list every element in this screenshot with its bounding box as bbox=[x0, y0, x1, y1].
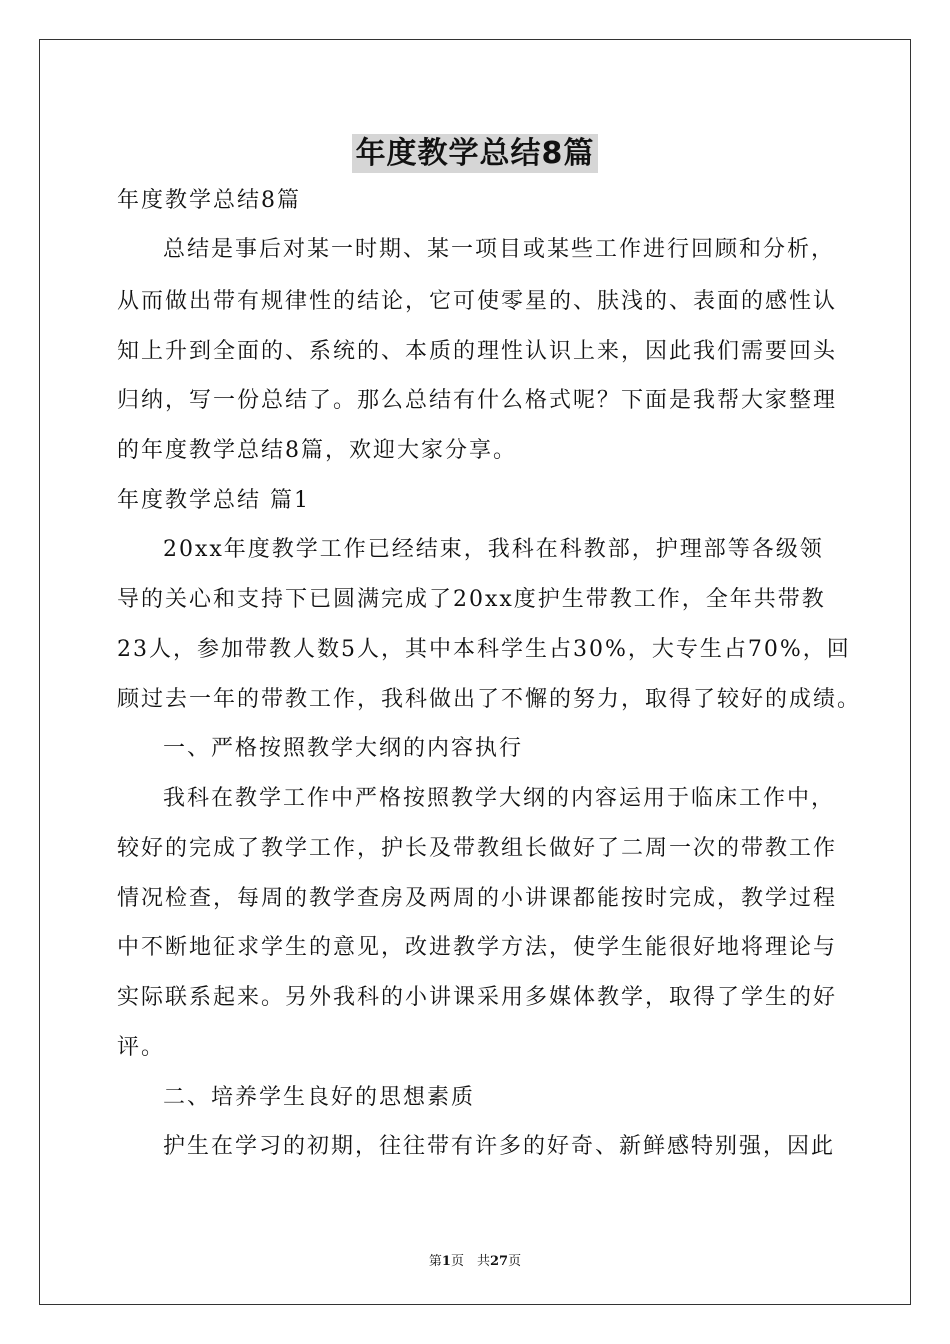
total-pages-number: 27 bbox=[489, 1254, 509, 1269]
paragraph-line: 情况检查，每周的教学查房及两周的小讲课都能按时完成，教学过程 bbox=[117, 886, 838, 911]
paragraph-line: 的年度教学总结8篇，欢迎大家分享。 bbox=[117, 438, 517, 463]
paragraph-line: 较好的完成了教学工作，护长及带教组长做好了二周一次的带教工作 bbox=[117, 836, 838, 861]
page-border bbox=[39, 39, 911, 1305]
paragraph-line: 顾过去一年的带教工作，我科做出了不懈的努力，取得了较好的成绩。 bbox=[117, 687, 862, 712]
document-title bbox=[0, 128, 950, 172]
subtitle-line: 年度教学总结8篇 bbox=[117, 188, 301, 213]
paragraph-line: 20xx年度教学工作已经结束，我科在科教部，护理部等各级领 bbox=[163, 537, 824, 562]
paragraph-line: 我科在教学工作中严格按照教学大纲的内容运用于临床工作中， bbox=[163, 786, 836, 811]
paragraph-line: 知上升到全面的、系统的、本质的理性认识上来，因此我们需要回头 bbox=[117, 339, 838, 364]
page-footer bbox=[0, 1250, 950, 1269]
paragraph-line: 实际联系起来。另外我科的小讲课采用多媒体教学，取得了学生的好 bbox=[117, 985, 838, 1010]
paragraph-line: 评。 bbox=[117, 1035, 166, 1060]
paragraph-line: 护生在学习的初期，往往带有许多的好奇、新鲜感特别强，因此 bbox=[163, 1134, 836, 1159]
current-page-number: 1 bbox=[441, 1254, 451, 1269]
paragraph-line: 总结是事后对某一时期、某一项目或某些工作进行回顾和分析， bbox=[163, 237, 836, 262]
paragraph-line: 从而做出带有规律性的结论，它可使零星的、肤浅的、表面的感性认 bbox=[117, 289, 838, 314]
footer-suffix: 页 bbox=[508, 1254, 522, 1269]
paragraph-line: 中不断地征求学生的意见，改进教学方法，使学生能很好地将理论与 bbox=[117, 935, 838, 960]
subsection-heading: 一、严格按照教学大纲的内容执行 bbox=[163, 736, 524, 761]
document-title-text: 年度教学总结8篇 bbox=[352, 134, 599, 173]
footer-mid: 页 共 bbox=[450, 1254, 490, 1269]
paragraph-line: 导的关心和支持下已圆满完成了20xx度护生带教工作，全年共带教 bbox=[117, 587, 826, 612]
footer-prefix: 第 bbox=[428, 1254, 442, 1269]
subsection-heading: 二、培养学生良好的思想素质 bbox=[163, 1085, 476, 1110]
paragraph-line: 归纳，写一份总结了。那么总结有什么格式呢？下面是我帮大家整理 bbox=[117, 388, 838, 413]
section-heading: 年度教学总结 篇1 bbox=[117, 488, 310, 513]
paragraph-line: 23人，参加带教人数5人，其中本科学生占30%，大专生占70%，回 bbox=[117, 637, 851, 662]
